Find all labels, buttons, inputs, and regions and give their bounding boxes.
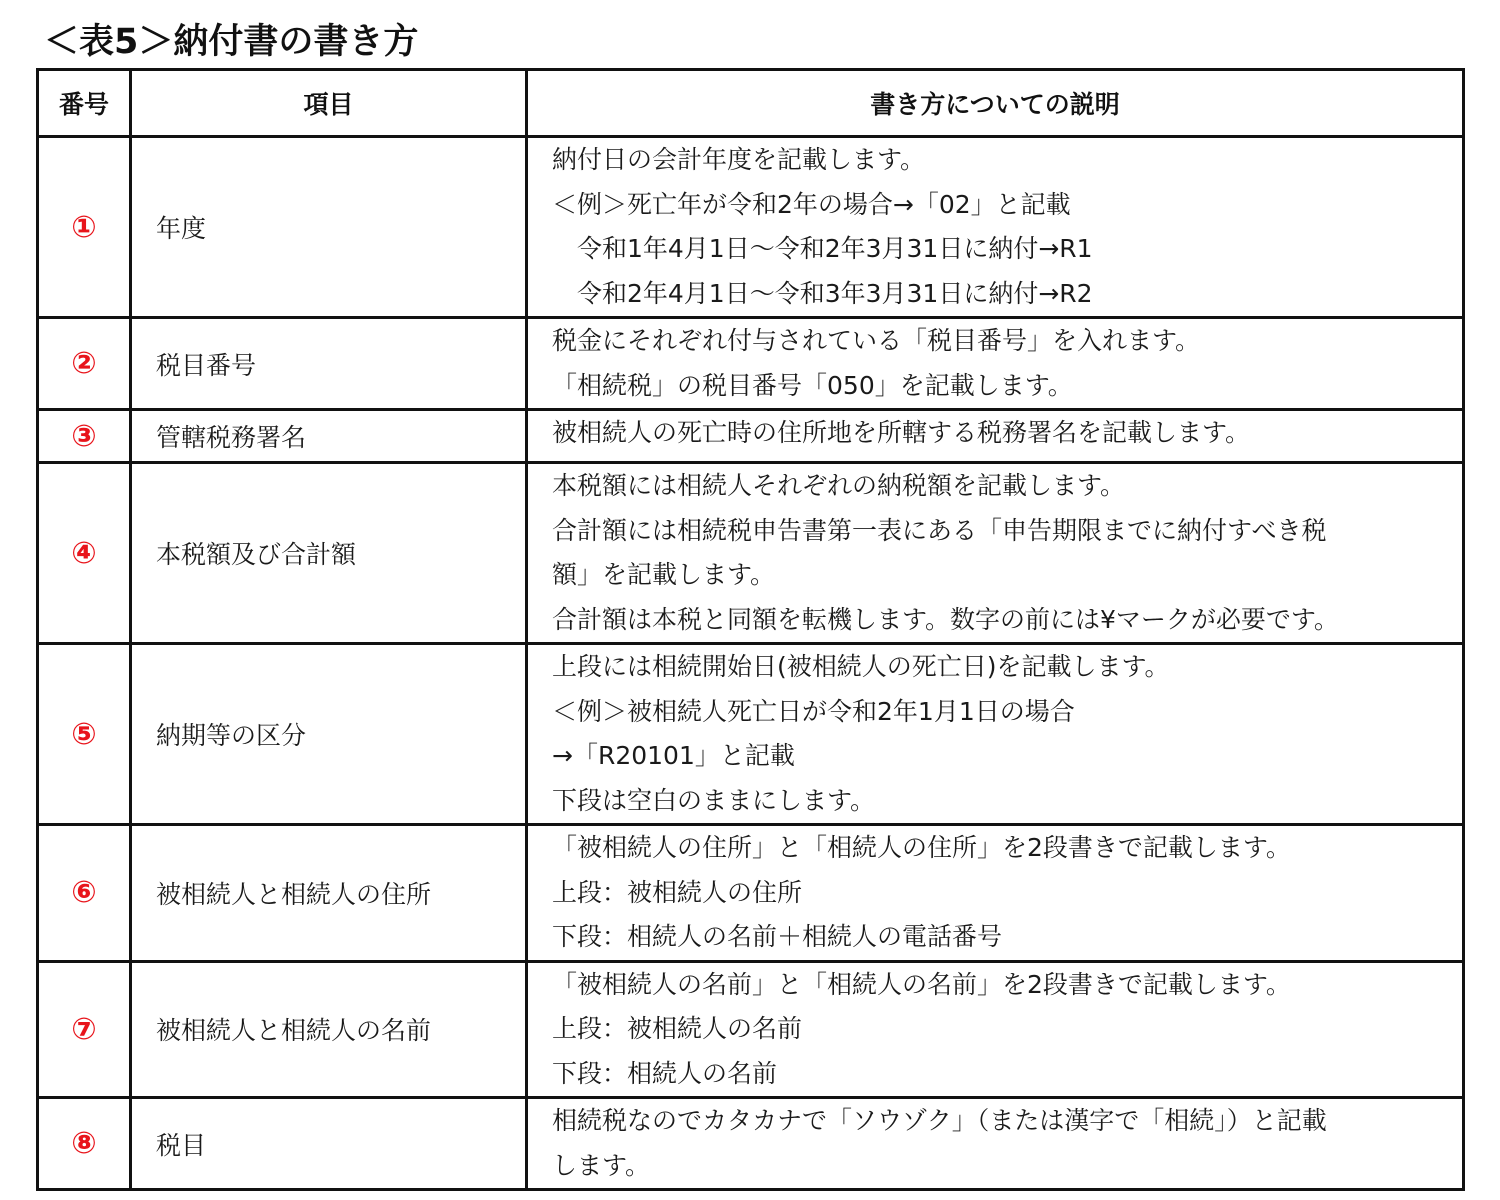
description-line: 上段：被相続人の住所 xyxy=(552,877,803,907)
row-number: ③ xyxy=(38,410,131,463)
description-line: 合計額には相続税申告書第一表にある「申告期限までに納付すべき税 xyxy=(552,515,1327,545)
description-line: ＜例＞被相続人死亡日が令和2年1月1日の場合 xyxy=(552,696,1075,726)
row-description xyxy=(527,137,1464,318)
row-number: ① xyxy=(38,137,131,318)
description-line: 納付日の会計年度を記載します。 xyxy=(552,145,926,174)
table-row xyxy=(38,961,1464,1098)
table-row xyxy=(38,318,1464,410)
row-description xyxy=(527,1098,1464,1190)
row-description xyxy=(527,318,1464,410)
page-title: ＜表5＞納付書の書き方 xyxy=(44,22,419,62)
row-description xyxy=(527,463,1464,644)
description-line: 令和2年4月1日～令和3年3月31日に納付→R2 xyxy=(552,278,1093,308)
table-row xyxy=(38,463,1464,644)
description-line: 合計額は本税と同額を転機します。数字の前には¥マークが必要です。 xyxy=(552,604,1339,634)
row-number: ⑧ xyxy=(38,1098,131,1190)
description-line: 額」を記載します。 xyxy=(552,560,776,589)
row-description xyxy=(527,825,1464,962)
row-item: 被相続人と相続人の名前 xyxy=(131,961,527,1098)
description-line: 「相続税」の税目番号「050」を記載します。 xyxy=(552,370,1073,400)
instruction-table xyxy=(36,68,1465,1191)
row-description xyxy=(527,644,1464,825)
row-item: 管轄税務署名 xyxy=(131,410,527,463)
table-row xyxy=(38,137,1464,318)
row-item: 税目番号 xyxy=(131,318,527,410)
row-description xyxy=(527,961,1464,1098)
table-row xyxy=(38,410,1464,463)
table-row xyxy=(38,644,1464,825)
header-description: 書き方についての説明 xyxy=(527,70,1464,137)
row-item: 税目 xyxy=(131,1098,527,1190)
row-item: 本税額及び合計額 xyxy=(131,463,527,644)
row-number: ⑥ xyxy=(38,825,131,962)
row-item: 納期等の区分 xyxy=(131,644,527,825)
description-line: ＜例＞死亡年が令和2年の場合→「02」と記載 xyxy=(552,189,1071,219)
table-header-row xyxy=(38,70,1464,137)
row-number: ② xyxy=(38,318,131,410)
description-line: 令和1年4月1日～令和2年3月31日に納付→R1 xyxy=(552,234,1093,263)
description-line: 「被相続人の名前」と「相続人の名前」を2段書きで記載します。 xyxy=(552,969,1291,999)
table-row xyxy=(38,1098,1464,1190)
description-line: 税金にそれぞれ付与されている「税目番号」を入れます。 xyxy=(552,326,1201,355)
row-number: ⑦ xyxy=(38,961,131,1098)
description-line: 上段には相続開始日(被相続人の死亡日)を記載します。 xyxy=(552,652,1170,681)
description-line: 下段は空白のままにします。 xyxy=(552,785,876,815)
description-line: 上段：被相続人の名前 xyxy=(552,1014,803,1043)
row-item: 年度 xyxy=(131,137,527,318)
description-line: 下段：相続人の名前 xyxy=(552,1058,778,1088)
table-row xyxy=(38,825,1464,962)
description-line: します。 xyxy=(552,1150,651,1180)
description-line: 「被相続人の住所」と「相続人の住所」を2段書きで記載します。 xyxy=(552,833,1291,862)
description-line: →「R20101」と記載 xyxy=(552,741,795,770)
description-line: 下段：相続人の名前＋相続人の電話番号 xyxy=(552,922,1003,951)
row-number: ⑤ xyxy=(38,644,131,825)
header-item: 項目 xyxy=(131,70,527,137)
description-line: 被相続人の死亡時の住所地を所轄する税務署名を記載します。 xyxy=(552,418,1251,447)
description-line: 本税額には相続人それぞれの納税額を記載します。 xyxy=(552,471,1126,500)
row-description xyxy=(527,410,1464,463)
row-item: 被相続人と相続人の住所 xyxy=(131,825,527,962)
row-number: ④ xyxy=(38,463,131,644)
header-number: 番号 xyxy=(38,70,131,137)
description-line: 相続税なのでカタカナで「ソウゾク」（または漢字で「相続」）と記載 xyxy=(552,1106,1327,1135)
